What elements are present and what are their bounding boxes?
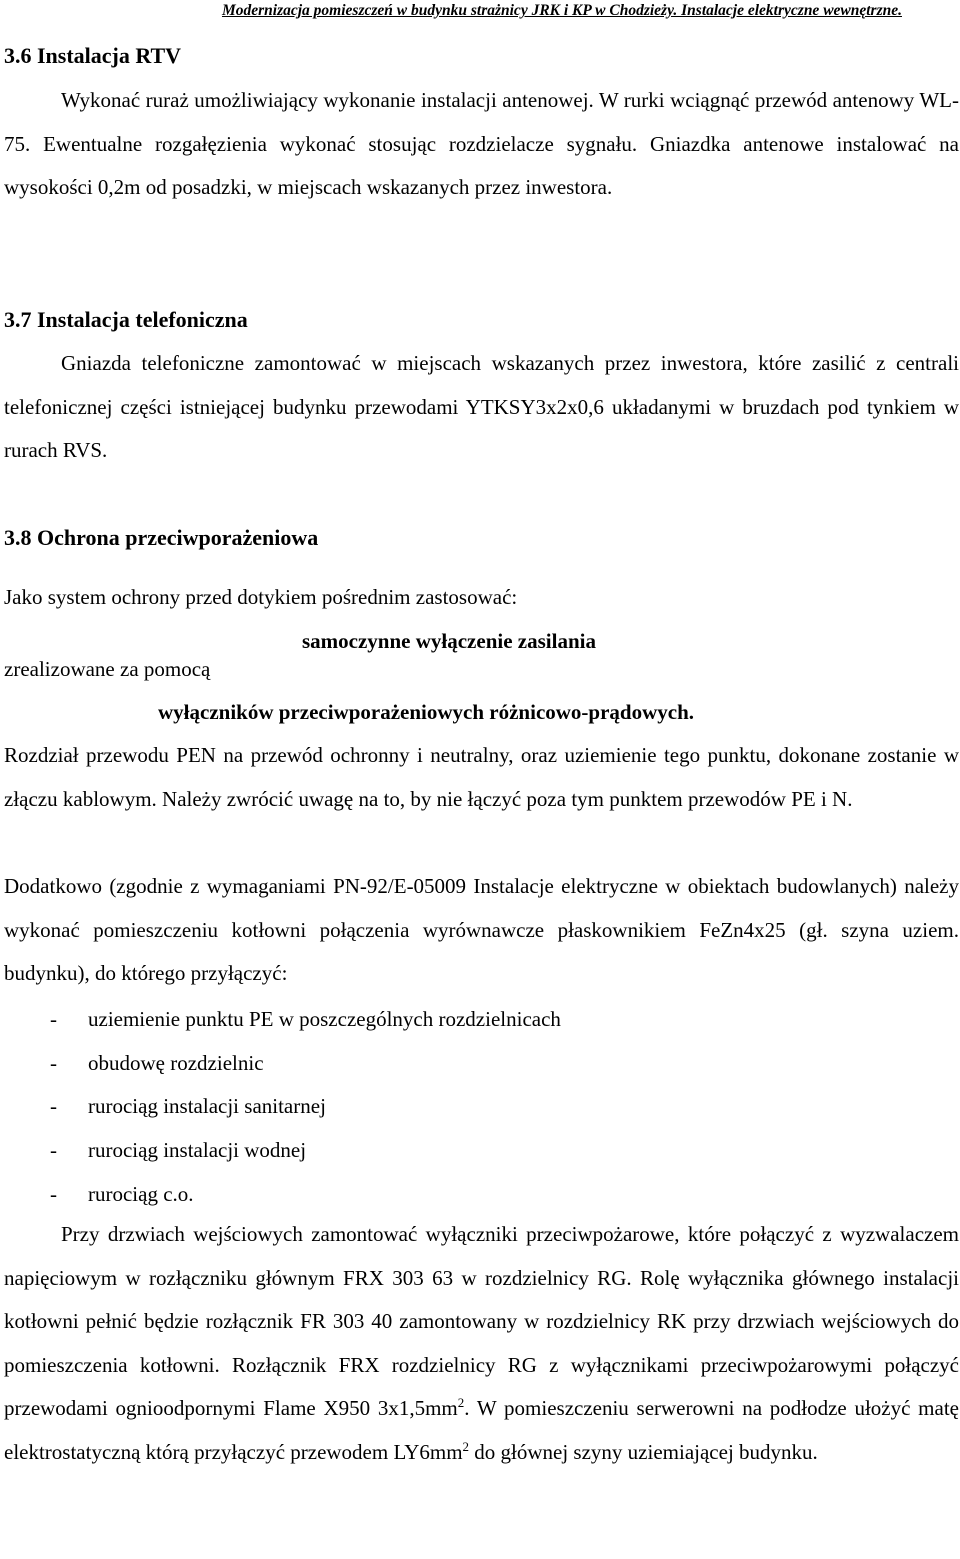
equipotential-paragraph: Dodatkowo (zgodnie z wymaganiami PN-92/E-05009 Instalacje elektryczne w obiektach budowlanych) należy wykonać pomieszczeniu kotłowni połączenia wyrównawcze płaskownikiem FeZn4x25 (gł. szyna uziem. budynku), do którego przyłączyć: — [4, 874, 959, 986]
section-heading-3-8: 3.8 Ochrona przeciwporażeniowa — [4, 525, 319, 550]
realized-by-label: zrealizowane za pomocą — [4, 657, 211, 681]
section-heading-3-6: 3.6 Instalacja RTV — [4, 43, 182, 68]
bonding-list — [50, 1006, 561, 1224]
section-3-6-body: Wykonać ruraż umożliwiający wykonanie instalacji antenowej. W rurki wciągnąć przewód antenowy WL-75. Ewentualne rozgałęzienia wykonać stosując rozdzielacze sygnału. Gniazdka antenowe instalować na wysokości 0,2m od posadzki, w miejscach wskazanych przez inwestora. — [4, 88, 959, 200]
list-item: - rurociąg instalacji sanitarnej — [50, 1094, 326, 1119]
list-item: - obudowę rozdzielnic — [50, 1050, 264, 1075]
list-item: - uziemienie punktu PE w poszczególnych rozdzielnicach — [50, 1007, 561, 1031]
fire-switch-paragraph: Przy drzwiach wejściowych zamontować wyłączniki przeciwpożarowe, które połączyć z wyzwalaczem napięciowym w rozłączniku głównym FRX 303 63 w rozdzielnicy RG. Rolę wyłącznika głównego instalacji kotłowni pełnić będzie rozłącznik FR 303 40 zamontowany w rozdzielnicy RK przy drzwiach wejściowych do pomieszczenia kotłowni. Rozłącznik FRX rozdzielnicy RG z wyłącznikami przeciwpożarowymi połączyć przewodami ognioodpornymi Flame X950 $3x1,5mm^2$. W pomieszczeniu serwerowni na podłodze ułożyć matę elektrostatyczną którą przyłączyć przewodem $LY6mm^2$ do głównej szyny uziemiającej budynku. — [4, 1222, 959, 1464]
section-3-7-body: Gniazda telefoniczne zamontować w miejscach wskazanych przez inwestora, które zasilić z centrali telefonicznej części istniejącej budynku przewodami YTKSY3x2x0,6 układanymi w bruzdach pod tynkiem w rurach RVS. — [4, 351, 959, 463]
list-item: - rurociąg instalacji wodnej — [50, 1138, 307, 1163]
bold-phrase-rcd: wyłączników przeciwporażeniowych różnicowo-prądowych. — [158, 700, 695, 724]
pen-split-paragraph: Rozdział przewodu PEN na przewód ochronny i neutralny, oraz uziemienie tego punktu, dokonane zostanie w złączu kablowym. Należy zwrócić uwagę na to, by nie łączyć poza tym punktem przewodów PE i N. — [4, 743, 959, 811]
bold-phrase-auto-disconnect: samoczynne wyłączenie zasilania — [302, 629, 596, 653]
list-item: - rurociąg c.o. — [50, 1181, 194, 1206]
section-3-8-intro: Jako system ochrony przed dotykiem pośrednim zastosować: — [4, 585, 518, 609]
running-header: Modernizacja pomieszczeń w budynku strażnicy JRK i KP w Chodzieży. Instalacje elektryczne wewnętrzne. — [221, 2, 902, 19]
section-heading-3-7: 3.7 Instalacja telefoniczna — [4, 307, 248, 332]
